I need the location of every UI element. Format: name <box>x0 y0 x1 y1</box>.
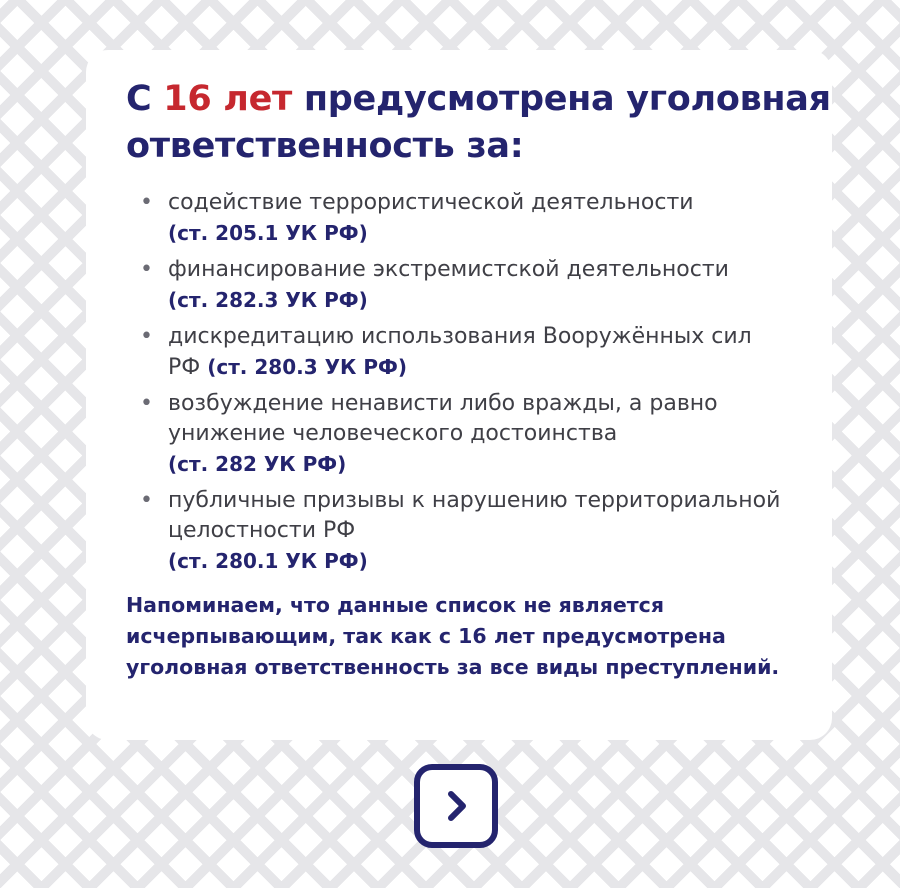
list-item <box>138 188 788 249</box>
item-reference: (ст. 205.1 УК РФ) <box>168 221 368 245</box>
bullet-icon: • <box>140 391 153 416</box>
item-text: финансирование экстремистской деятельности <box>168 257 729 282</box>
offense-list <box>138 188 788 583</box>
bullet-icon: • <box>140 488 153 513</box>
item-reference: (ст. 280.1 УК РФ) <box>168 549 368 573</box>
list-item <box>138 255 788 316</box>
chevron-right-icon <box>436 786 476 826</box>
item-text: дискредитацию использования Вооружённых сил РФ <box>168 324 752 380</box>
reminder-note: Напоминаем, что данные список не является исчерпывающим, так как с 16 лет предусмотрена уголовная ответственность за все виды преступлений. <box>126 593 780 679</box>
list-item <box>138 389 788 480</box>
item-reference: (ст. 280.3 УК РФ) <box>207 355 407 379</box>
item-text: публичные призывы к нарушению территориальной целостности РФ <box>168 488 781 543</box>
bullet-icon: • <box>140 190 153 215</box>
title-highlight: 16 лет <box>163 79 293 119</box>
info-card <box>86 50 832 740</box>
item-reference: (ст. 282.3 УК РФ) <box>168 288 368 312</box>
item-reference: (ст. 282 УК РФ) <box>168 452 347 476</box>
title-rest: предусмотрена уголовная <box>303 79 831 119</box>
page-title <box>126 76 831 170</box>
item-text: содействие террористической деятельности <box>168 190 694 215</box>
title-line2: ответственность за: <box>126 126 524 166</box>
next-button[interactable] <box>414 764 498 848</box>
bullet-icon: • <box>140 257 153 282</box>
list-item <box>138 322 788 383</box>
title-prefix: С <box>126 79 152 119</box>
item-text: возбуждение ненависти либо вражды, а равно унижение человеческого достоинства <box>168 391 718 446</box>
list-item <box>138 486 788 577</box>
bullet-icon: • <box>140 324 153 349</box>
